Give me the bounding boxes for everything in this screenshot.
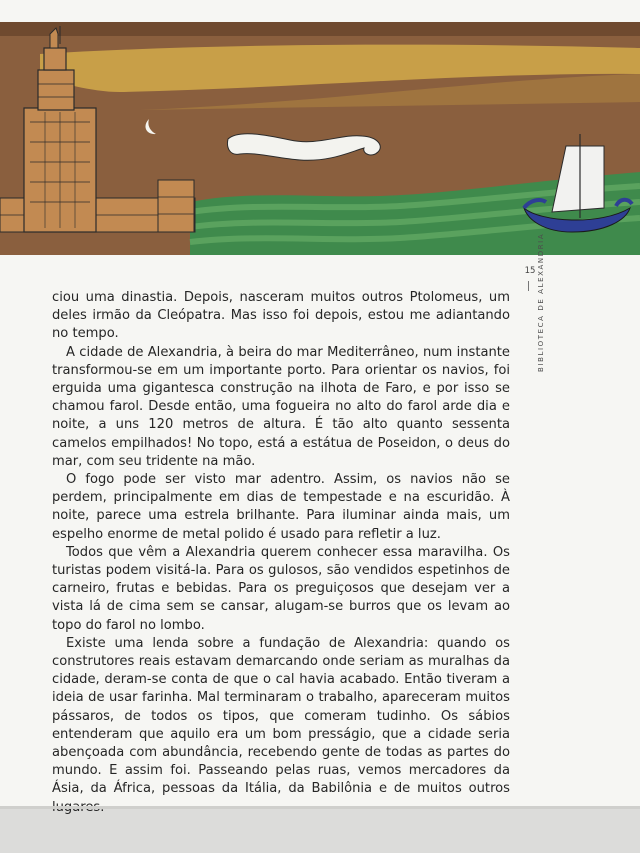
paragraph: Todos que vêm a Alexandria querem conhecer essa maravilha. Os turistas podem visitá-la. Para os gulosos, são vendidos espetinhos de carneiro, frutas e bebidas. Para os preguiçosos que desejam ver a vista lá de cima sem se cansar, alugam-se burros que os levam ao topo do farol no lombo.	[52, 544, 510, 633]
lighthouse-illustration	[0, 22, 640, 255]
running-head-divider	[528, 281, 529, 291]
paragraph: Existe uma lenda sobre a fundação de Alexandria: quando os construtores reais estavam demarcando onde seriam as muralhas da cidade, deram-se conta de que o cal havia acabado. Então tiveram a ideia de usar farinha. Mal terminaram o trabalho, apareceram muitos pássaros, de todos os tipos, que comeram tudinho. Os sábios entenderam que aquilo era um bom presságio, que a cidade seria abençoada com abundância, recebendo gente de todas as partes do mundo. E assim foi. Passeando pelas ruas, vemos mercadores da Ásia, da África, pessoas da Itália, da Babilônia e de muitos outros	[52, 635, 510, 797]
paragraph: A cidade de Alexandria, à beira do mar Mediterrâneo, num instante transformou-se em um importante porto. Para orientar os navios, foi erguida uma gigantesca construção na ilhota de Faro, e por isso se chamou farol. Desde então, uma fogueira no alto do farol arde dia e noite, a uns 120 metros de altura. É tão alto quanto sessenta camelos empilhados! No topo, está a estátua de Poseidon, o deus do mar, com seu tridente na mão.	[52, 344, 510, 469]
body-text	[52, 289, 510, 817]
section-title: BIBLIOTECA DE ALEXANDRIA	[537, 232, 545, 372]
paragraph: ciou uma dinastia. Depois, nasceram muitos outros Ptolomeus, um deles irmão da Cleópatra. Mas isso foi depois, estou me adiantando no tempo.	[52, 290, 510, 342]
lighthouse-middle	[38, 70, 74, 110]
wall-tower	[158, 180, 194, 232]
lighthouse-top	[44, 48, 66, 70]
paragraph: O fogo pode ser visto mar adentro. Assim, os navios não se perdem, principalmente em dias de tempestade e na escuridão. À noite, parece uma estrela brilhante. Para iluminar ainda mais, um espelho enorme de metal polido é usado para refletir a luz.	[52, 472, 510, 542]
sky-top-band	[0, 22, 640, 36]
page-number: 15	[524, 266, 536, 276]
page-edge-shadow	[0, 806, 640, 809]
